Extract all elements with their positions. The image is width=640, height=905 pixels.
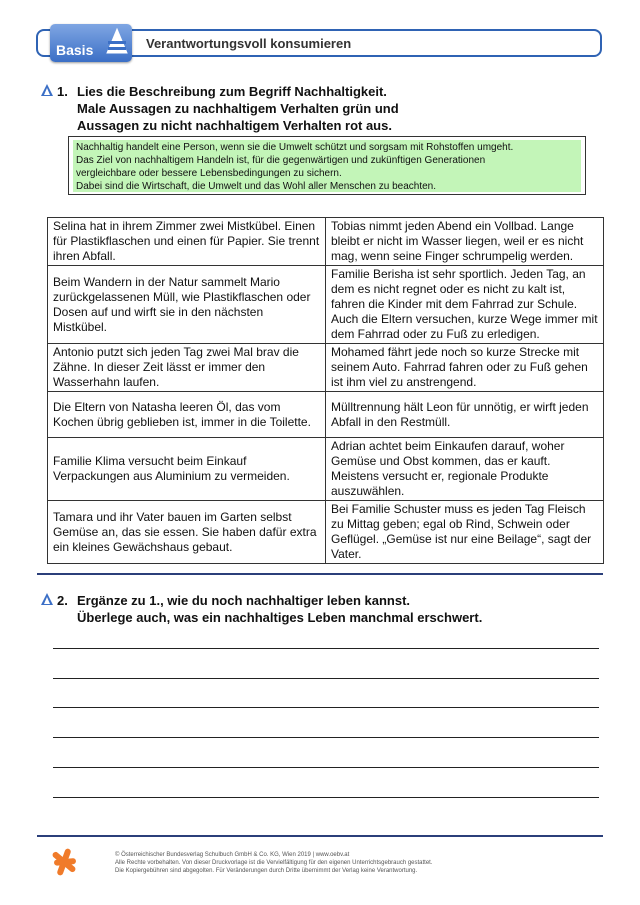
statement-cell[interactable]: Adrian achtet beim Einkaufen darauf, woher Gemüse und Obst kommen, das er kauft. Meistens versucht er, regionale Produkte auszuwählen. — [326, 438, 604, 501]
statements-table — [47, 217, 604, 564]
footer-line: © Österreichischer Bundesverlag Schulbuch GmbH & Co. KG, Wien 2019 | www.oebv.at — [115, 852, 350, 858]
statement-cell[interactable]: Tobias nimmt jeden Abend ein Vollbad. Lange bleibt er nicht im Wasser liegen, weil er es nicht mag, wenn seine Finger schrumpelig werden. — [326, 218, 604, 266]
table-row — [48, 266, 604, 344]
statement-cell[interactable]: Bei Familie Schuster muss es jeden Tag Fleisch zu Mittag geben; egal ob Rind, Schwein oder Geflügel. „Gemüse ist nur eine Beilage“, sagt der Vater. — [326, 501, 604, 564]
writing-line[interactable] — [53, 737, 599, 738]
table-row — [48, 501, 604, 564]
basis-badge — [50, 24, 132, 62]
statement-cell[interactable]: Tamara und ihr Vater bauen im Garten selbst Gemüse an, das sie essen. Sie haben dafür extra ein kleines Gewächshaus gebaut. — [48, 501, 326, 564]
badge-label: Basis — [56, 42, 94, 58]
statement-cell[interactable]: Die Eltern von Natasha leeren Öl, das vom Kochen übrig geblieben ist, immer in die Toilette. — [48, 392, 326, 438]
table-row — [48, 218, 604, 266]
writing-line[interactable] — [53, 707, 599, 708]
definition-box — [68, 136, 586, 195]
writing-line[interactable] — [53, 678, 599, 679]
task-line: Ergänze zu 1., wie du noch nachhaltiger leben kannst. — [77, 593, 411, 608]
definition-line: Nachhaltig handelt eine Person, wenn sie die Umwelt schützt und sorgsam mit Rohstoffen umgeht. — [76, 142, 514, 153]
footer-line: Alle Rechte vorbehalten. Von dieser Druckvorlage ist die Vervielfältigung für den eigenen Unterrichtsgebrauch gestattet. — [115, 860, 433, 866]
definition-line: vergleichbare oder bessere Lebensbedingungen zu sichern. — [76, 168, 342, 179]
oebv-logo-icon — [48, 846, 80, 878]
task-line: Male Aussagen zu nachhaltigem Verhalten grün und — [77, 101, 399, 116]
page-title: Verantwortungsvoll konsumieren — [146, 36, 352, 51]
definition-line: Dabei sind die Wirtschaft, die Umwelt und das Wohl aller Menschen zu beachten. — [76, 181, 436, 192]
task-line: Überlege auch, was ein nachhaltiges Leben manchmal erschwert. — [77, 610, 483, 625]
statement-cell[interactable]: Mohamed fährt jede noch so kurze Strecke mit seinem Auto. Fahrrad fahren oder zu Fuß gehen ist ihm viel zu anstrengend. — [326, 344, 604, 392]
statement-cell[interactable]: Familie Klima versucht beim Einkauf Verpackungen aus Aluminium zu vermeiden. — [48, 438, 326, 501]
definition-highlight — [73, 140, 581, 192]
writing-line[interactable] — [53, 648, 599, 649]
section-divider — [37, 573, 603, 575]
footer-copyright — [115, 851, 433, 875]
statement-cell[interactable]: Antonio putzt sich jeden Tag zwei Mal brav die Zähne. In dieser Zeit lässt er immer den Wasserhahn laufen. — [48, 344, 326, 392]
definition-line: Das Ziel von nachhaltigem Handeln ist, für die gegenwärtigen und zukünftigen Generationen — [76, 155, 486, 166]
writing-line[interactable] — [53, 767, 599, 768]
level-triangle-icon — [106, 27, 128, 57]
table-row — [48, 392, 604, 438]
footer-line: Die Kopiergebühren sind abgegolten. Für Veränderungen durch Dritte übernimmt der Verlag keine Verantwortung. — [115, 868, 418, 874]
statement-cell[interactable]: Mülltrennung hält Leon für unnötig, er wirft jeden Abfall in den Restmüll. — [326, 392, 604, 438]
task-number: 2. — [57, 593, 68, 608]
statement-cell[interactable]: Beim Wandern in der Natur sammelt Mario zurückgelassenen Müll, wie Plastikflaschen oder Dosen auf und wirft sie in den nächsten Mistkübel. — [48, 266, 326, 344]
writing-line[interactable] — [53, 797, 599, 798]
task-line: Lies die Beschreibung zum Begriff Nachhaltigkeit. — [77, 84, 387, 99]
table-row — [48, 344, 604, 392]
statement-cell[interactable]: Familie Berisha ist sehr sportlich. Jeden Tag, an dem es nicht regnet oder es nicht zu kalt ist, fahren die Kinder mit dem Fahrrad zur Schule. Auch die Eltern versuchen, kurze Wege immer mit dem Fahrrad oder zu Fuß zu erledigen. — [326, 266, 604, 344]
footer-divider — [37, 835, 603, 837]
task-line: Aussagen zu nicht nachhaltigem Verhalten rot aus. — [77, 118, 392, 133]
level-triangle-icon — [40, 83, 54, 97]
table-row — [48, 438, 604, 501]
level-triangle-icon — [40, 592, 54, 606]
task-number: 1. — [57, 84, 68, 99]
statement-cell[interactable]: Selina hat in ihrem Zimmer zwei Mistkübel. Einen für Plastikflaschen und einen für Papier. Sie trennt ihren Abfall. — [48, 218, 326, 266]
